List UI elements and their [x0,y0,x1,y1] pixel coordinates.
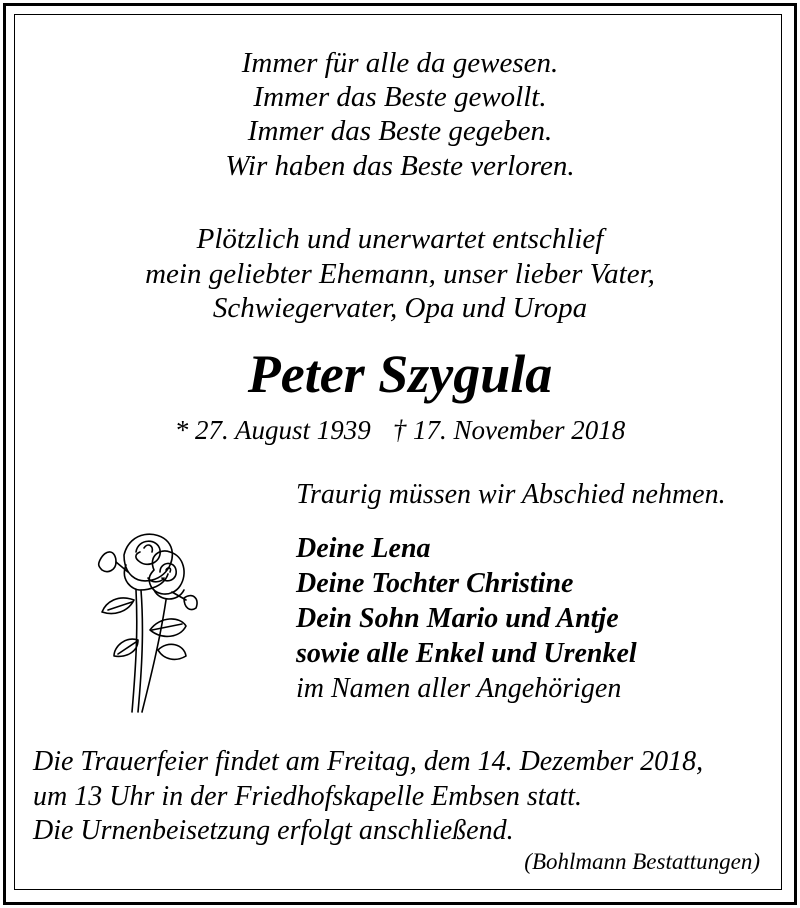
intro-line-3: Schwiegervater, Opa und Uropa [212,292,588,324]
death-date: † 17. November 2018 [392,415,626,445]
service-line-1: Die Trauerfeier findet am Freitag, dem 14. Dezember 2018, [33,746,704,777]
verse-line-2: Immer das Beste gewollt. [253,81,547,113]
farewell-line: Traurig müssen wir Abschied nehmen. [296,479,726,510]
verse-line-1: Immer für alle da gewesen. [241,47,559,79]
verse-line-4: Wir haben das Beste verloren. [225,150,575,182]
mourner-3: Dein Sohn Mario und Antje [296,603,619,634]
service-line-2: um 13 Uhr in der Friedhofskapelle Embsen statt. [33,781,583,812]
undertaker-credit: (Bohlmann Bestattungen) [524,849,760,874]
mourner-4: sowie alle Enkel und Urenkel [296,638,637,669]
roses-icon [88,490,208,715]
mourner-2: Deine Tochter Christine [296,568,574,599]
intro-line-1: Plötzlich und unerwartet entschlief [196,223,604,255]
mourner-1: Deine Lena [296,533,431,564]
birth-date: * 27. August 1939 [174,415,371,445]
verse-line-3: Immer das Beste gegeben. [247,115,553,147]
deceased-name: Peter Szygula [247,344,553,404]
service-line-3: Die Urnenbeisetzung erfolgt anschließend. [33,815,514,846]
intro-line-2: mein geliebter Ehemann, unser lieber Vater, [145,258,655,290]
life-dates [0,414,800,446]
on-behalf-line: im Namen aller Angehörigen [296,673,622,704]
